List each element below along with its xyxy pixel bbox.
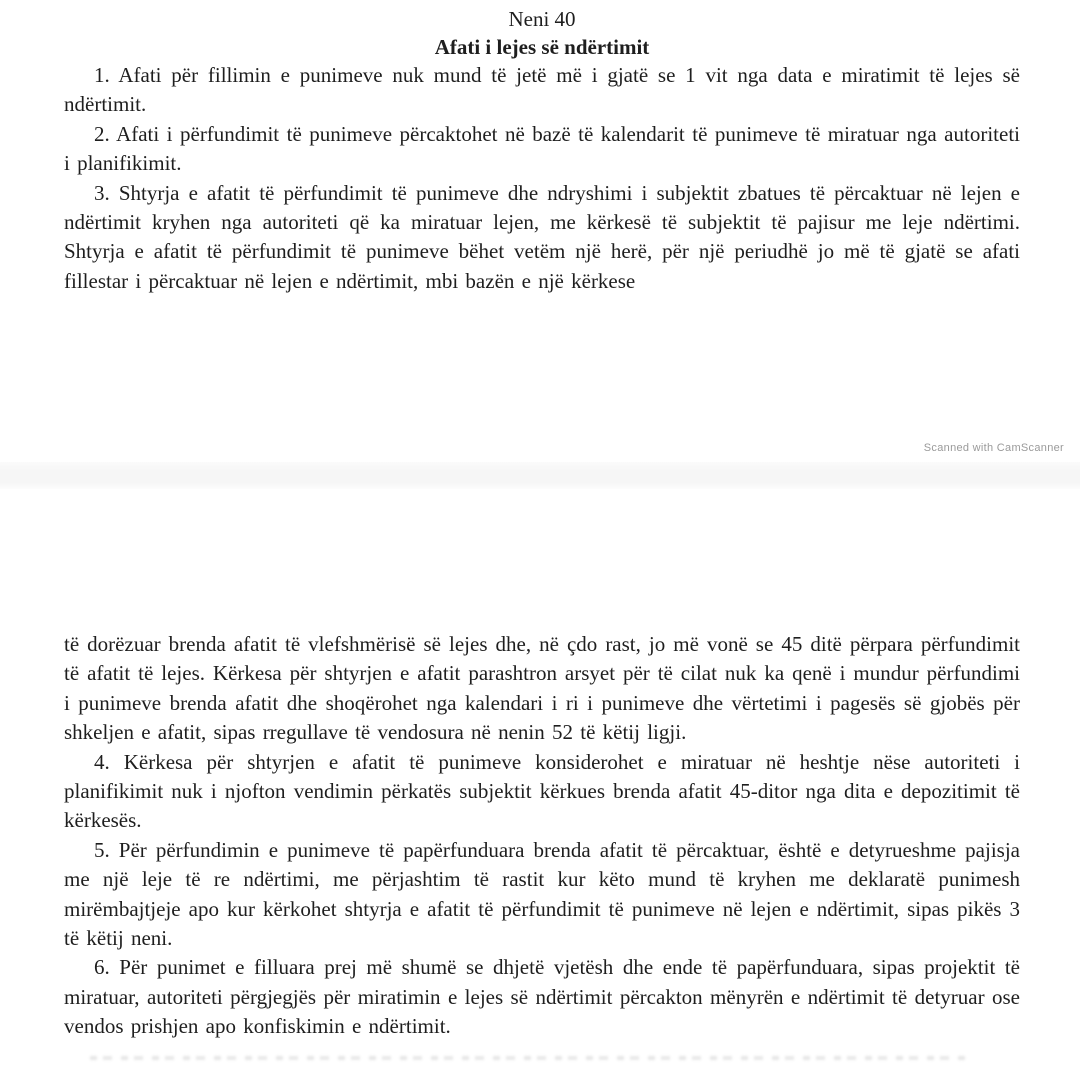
cutoff-text-artifact [90,1054,970,1066]
paragraph-3: 3. Shtyrja e afatit të përfundimit të punimeve dhe ndryshimi i subjektit zbatues të përcaktuar në lejen e ndërtimit kryhen nga autoriteti që ka miratuar lejen, me kërkesë të subjektit të pajisur me leje ndërtimi. Shtyrja e afatit të përfundimit të punimeve bëhet vetëm një herë, për një periudhë jo më të gjatë se afati fillestar i përcaktuar në lejen e ndërtimit, mbi bazën e një kërkese [64,180,1020,293]
document-top-block [64,6,1020,296]
article-number-heading: Neni 40 [508,7,576,31]
cutoff-smudge [90,1056,970,1060]
paragraph-3-continuation: të dorëzuar brenda afatit të vlefshmërisë së lejes dhe, në çdo rast, jo më vonë se 45 ditë përpara përfundimit të afatit të lejes. Kërkesa për shtyrjen e afatit parashtron arsyet për të cilat nuk ka qenë i mundur përfundimi i punimeve brenda afatit dhe shoqërohet nga kalendari i ri i punimeve dhe vërtetimi i pagesës së gjobës për shkeljen e afatit, sipas rregullave të vendosura në nenin 52 të këtij ligji. [64,632,1020,745]
paragraph-4: 4. Kërkesa për shtyrjen e afatit të punimeve konsiderohet e miratuar në heshtje nëse autoriteti i planifikimit nuk i njofton vendimin përkatës subjektit kërkues brenda afatit 45-ditor nga dita e depozitimit të kërkesës. [64,749,1020,833]
paragraph-6: 6. Për punimet e filluara prej më shumë se dhjetë vjetësh dhe ende të papërfunduara, sipas projektit të miratuar, autoriteti përgjegjës për miratimin e lejes së ndërtimit përcakton mënyrën e ndërtimit të detyruar ose vendos prishjen apo konfiskimin e ndërtimit. [64,955,1020,1039]
scan-seam-band [0,462,1080,489]
paragraph-5: 5. Për përfundimin e punimeve të papërfunduara brenda afatit të përcaktuar, është e detyrueshme pajisja me një leje të re ndërtimi, me përjashtim të rastit kur këto mund të kryhen me deklaratë punimesh mirëmbajtjeje apo kur kërkohet shtyrja e afatit të përfundimit të punimeve në lejen e ndërtimit, sipas pikës 3 të këtij neni. [64,837,1020,951]
paragraph-2: 2. Afati i përfundimit të punimeve përcaktohet në bazë të kalendarit të punimeve të miratuar nga autoriteti i planifikimit. [64,121,1020,176]
document-bottom-block [64,630,1020,1042]
camscanner-watermark: Scanned with CamScanner [923,442,1064,454]
article-title-heading: Afati i lejes së ndërtimit [434,35,650,59]
paragraph-1: 1. Afati për fillimin e punimeve nuk mund të jetë më i gjatë se 1 vit nga data e miratimit të lejes së ndërtimit. [64,63,1020,117]
